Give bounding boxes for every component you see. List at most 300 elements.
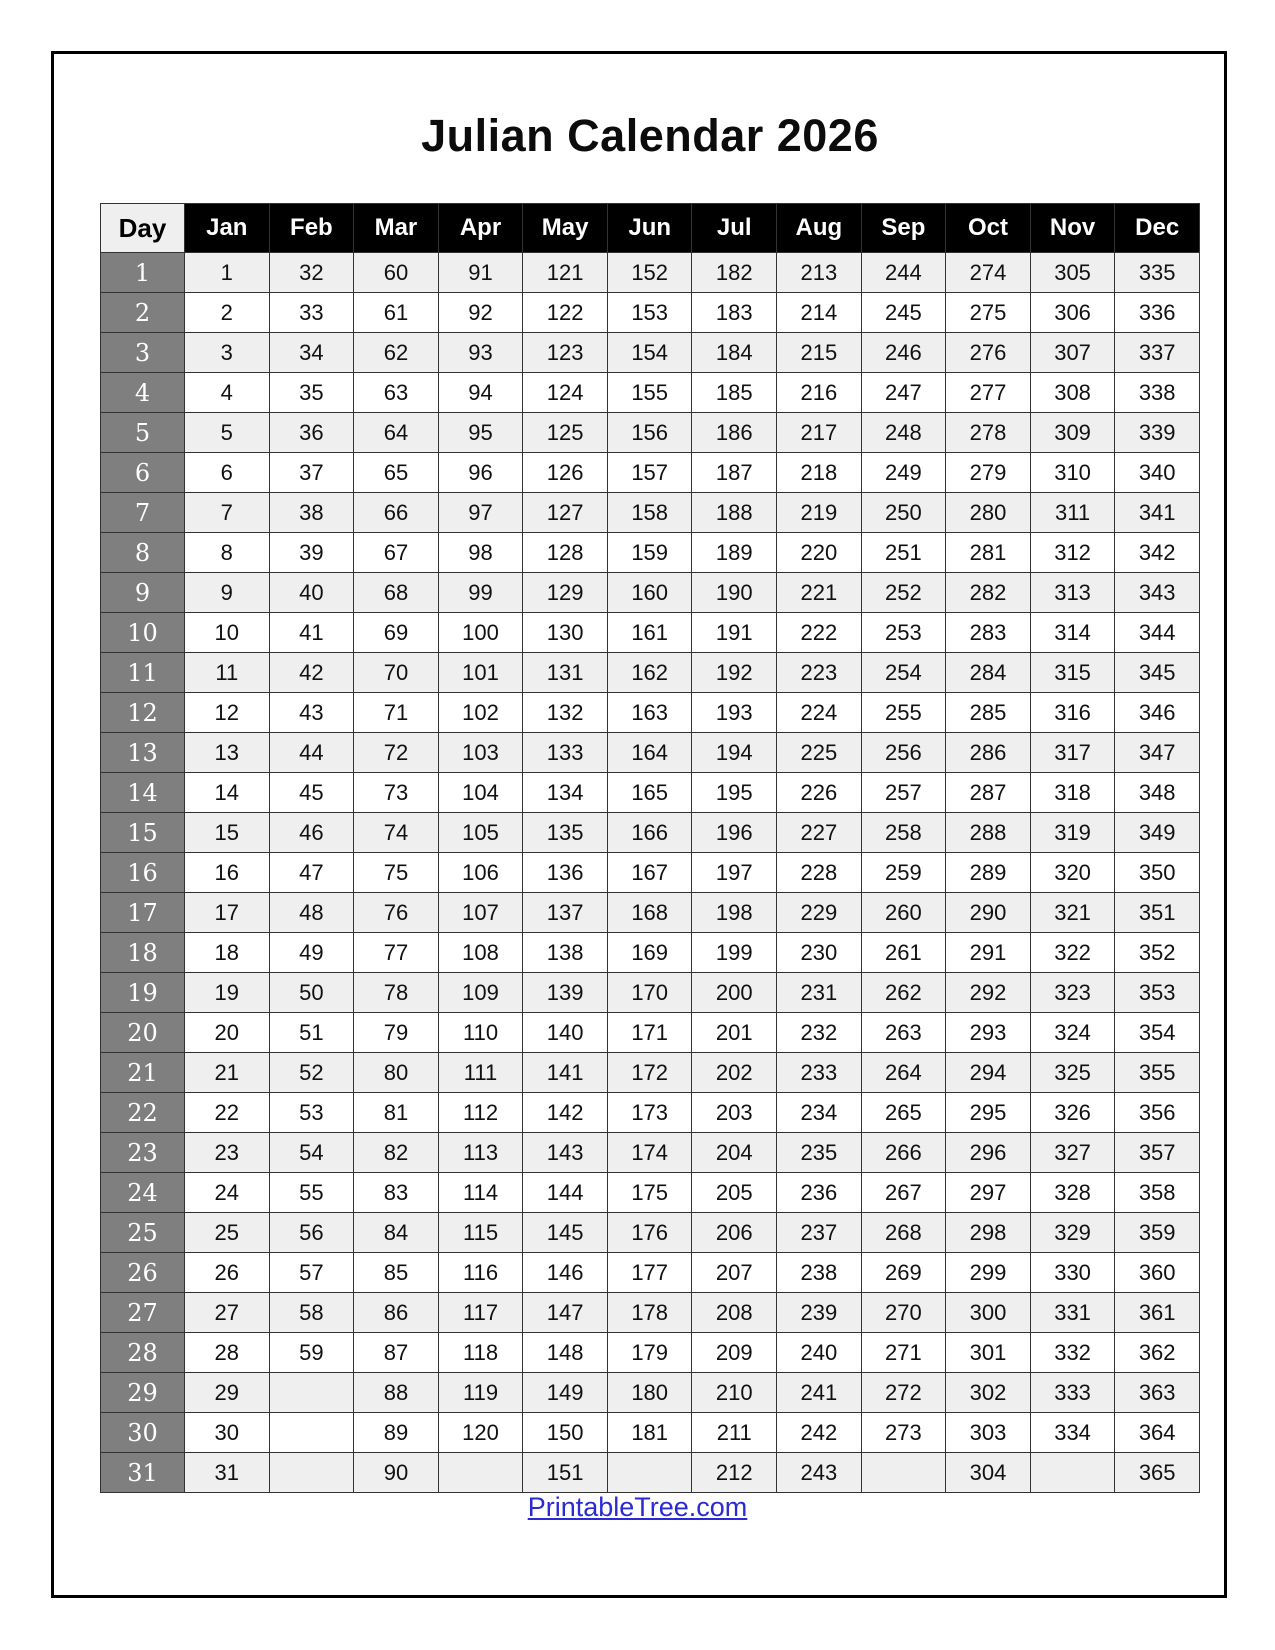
day-number-cell: 12: [101, 693, 185, 733]
julian-date-cell: 116: [438, 1253, 523, 1293]
julian-date-cell: 110: [438, 1013, 523, 1053]
julian-date-cell: 142: [523, 1093, 608, 1133]
julian-date-cell: 220: [777, 533, 862, 573]
julian-date-cell: 94: [438, 373, 523, 413]
julian-date-cell: 67: [354, 533, 439, 573]
julian-date-cell: 134: [523, 773, 608, 813]
julian-date-cell: 328: [1030, 1173, 1115, 1213]
julian-date-cell: 138: [523, 933, 608, 973]
julian-date-cell: [269, 1453, 354, 1493]
julian-date-cell: 232: [777, 1013, 862, 1053]
julian-date-cell: 14: [185, 773, 270, 813]
julian-date-cell: 163: [607, 693, 692, 733]
julian-date-cell: 80: [354, 1053, 439, 1093]
julian-date-cell: 95: [438, 413, 523, 453]
julian-date-cell: 190: [692, 573, 777, 613]
julian-date-cell: 251: [861, 533, 946, 573]
julian-date-cell: 13: [185, 733, 270, 773]
julian-date-cell: 105: [438, 813, 523, 853]
day-number-cell: 28: [101, 1333, 185, 1373]
julian-date-cell: [269, 1373, 354, 1413]
julian-date-cell: 214: [777, 293, 862, 333]
julian-date-cell: 118: [438, 1333, 523, 1373]
julian-date-cell: 22: [185, 1093, 270, 1133]
julian-date-cell: 263: [861, 1013, 946, 1053]
julian-date-cell: 191: [692, 613, 777, 653]
julian-date-cell: 218: [777, 453, 862, 493]
julian-date-cell: 55: [269, 1173, 354, 1213]
julian-date-cell: 277: [946, 373, 1031, 413]
table-row: [101, 413, 1200, 453]
julian-date-cell: 341: [1115, 493, 1200, 533]
julian-date-cell: 182: [692, 253, 777, 293]
julian-date-cell: 6: [185, 453, 270, 493]
julian-date-cell: 315: [1030, 653, 1115, 693]
julian-date-cell: 249: [861, 453, 946, 493]
julian-date-cell: 326: [1030, 1093, 1115, 1133]
julian-date-cell: 92: [438, 293, 523, 333]
julian-date-cell: 171: [607, 1013, 692, 1053]
julian-date-cell: 102: [438, 693, 523, 733]
julian-date-cell: 258: [861, 813, 946, 853]
julian-date-cell: 129: [523, 573, 608, 613]
julian-date-cell: 30: [185, 1413, 270, 1453]
month-header-jun: Jun: [607, 204, 692, 253]
julian-date-cell: 188: [692, 493, 777, 533]
julian-date-cell: 135: [523, 813, 608, 853]
julian-date-cell: 306: [1030, 293, 1115, 333]
julian-date-cell: 29: [185, 1373, 270, 1413]
table-row: [101, 1293, 1200, 1333]
julian-date-cell: 71: [354, 693, 439, 733]
julian-date-cell: 61: [354, 293, 439, 333]
julian-date-cell: 215: [777, 333, 862, 373]
julian-date-cell: 181: [607, 1413, 692, 1453]
day-number-cell: 7: [101, 493, 185, 533]
julian-date-cell: 207: [692, 1253, 777, 1293]
julian-date-cell: 141: [523, 1053, 608, 1093]
julian-date-cell: 69: [354, 613, 439, 653]
table-row: [101, 853, 1200, 893]
julian-date-cell: [438, 1453, 523, 1493]
julian-date-cell: 213: [777, 253, 862, 293]
julian-date-cell: 287: [946, 773, 1031, 813]
julian-date-cell: 136: [523, 853, 608, 893]
julian-date-cell: 350: [1115, 853, 1200, 893]
julian-date-cell: 246: [861, 333, 946, 373]
table-row: [101, 973, 1200, 1013]
julian-date-cell: 7: [185, 493, 270, 533]
table-row: [101, 293, 1200, 333]
day-number-cell: 8: [101, 533, 185, 573]
julian-date-cell: 223: [777, 653, 862, 693]
julian-date-cell: 122: [523, 293, 608, 333]
julian-date-cell: 119: [438, 1373, 523, 1413]
table-body: [101, 253, 1200, 1493]
julian-date-cell: 84: [354, 1213, 439, 1253]
julian-date-cell: 124: [523, 373, 608, 413]
table-row: [101, 653, 1200, 693]
month-header-aug: Aug: [777, 204, 862, 253]
day-number-cell: 6: [101, 453, 185, 493]
julian-date-cell: 10: [185, 613, 270, 653]
table-row: [101, 1453, 1200, 1493]
julian-date-cell: 106: [438, 853, 523, 893]
julian-date-cell: 346: [1115, 693, 1200, 733]
month-header-jan: Jan: [185, 204, 270, 253]
julian-date-cell: 292: [946, 973, 1031, 1013]
julian-date-cell: 78: [354, 973, 439, 1013]
julian-date-cell: 9: [185, 573, 270, 613]
julian-date-cell: 256: [861, 733, 946, 773]
julian-date-cell: 63: [354, 373, 439, 413]
julian-date-cell: 46: [269, 813, 354, 853]
julian-date-cell: 159: [607, 533, 692, 573]
julian-date-cell: 18: [185, 933, 270, 973]
julian-date-cell: 308: [1030, 373, 1115, 413]
julian-date-cell: 230: [777, 933, 862, 973]
julian-date-cell: 107: [438, 893, 523, 933]
julian-date-cell: 216: [777, 373, 862, 413]
julian-date-cell: 226: [777, 773, 862, 813]
julian-date-cell: 86: [354, 1293, 439, 1333]
julian-date-cell: 340: [1115, 453, 1200, 493]
julian-calendar-table: [100, 203, 1200, 1493]
julian-date-cell: 336: [1115, 293, 1200, 333]
julian-date-cell: 265: [861, 1093, 946, 1133]
table-row: [101, 1133, 1200, 1173]
julian-date-cell: 83: [354, 1173, 439, 1213]
julian-date-cell: 170: [607, 973, 692, 1013]
julian-date-cell: 278: [946, 413, 1031, 453]
julian-date-cell: 165: [607, 773, 692, 813]
day-number-cell: 24: [101, 1173, 185, 1213]
julian-date-cell: 289: [946, 853, 1031, 893]
day-number-cell: 10: [101, 613, 185, 653]
julian-date-cell: 270: [861, 1293, 946, 1333]
julian-date-cell: 344: [1115, 613, 1200, 653]
julian-date-cell: 26: [185, 1253, 270, 1293]
julian-date-cell: 143: [523, 1133, 608, 1173]
table-row: [101, 693, 1200, 733]
julian-date-cell: 300: [946, 1293, 1031, 1333]
julian-date-cell: 253: [861, 613, 946, 653]
julian-date-cell: 322: [1030, 933, 1115, 973]
julian-date-cell: 189: [692, 533, 777, 573]
julian-date-cell: 187: [692, 453, 777, 493]
julian-date-cell: 72: [354, 733, 439, 773]
julian-date-cell: 309: [1030, 413, 1115, 453]
julian-date-cell: 288: [946, 813, 1031, 853]
table-row: [101, 373, 1200, 413]
julian-date-cell: 245: [861, 293, 946, 333]
julian-date-cell: 360: [1115, 1253, 1200, 1293]
month-header-feb: Feb: [269, 204, 354, 253]
julian-date-cell: 211: [692, 1413, 777, 1453]
julian-date-cell: 319: [1030, 813, 1115, 853]
julian-date-cell: 259: [861, 853, 946, 893]
julian-date-cell: 103: [438, 733, 523, 773]
julian-date-cell: 219: [777, 493, 862, 533]
table-row: [101, 253, 1200, 293]
julian-date-cell: 327: [1030, 1133, 1115, 1173]
day-number-cell: 5: [101, 413, 185, 453]
julian-date-cell: 339: [1115, 413, 1200, 453]
julian-date-cell: 243: [777, 1453, 862, 1493]
table-row: [101, 573, 1200, 613]
julian-date-cell: [607, 1453, 692, 1493]
julian-date-cell: 233: [777, 1053, 862, 1093]
julian-date-cell: 52: [269, 1053, 354, 1093]
julian-date-cell: 57: [269, 1253, 354, 1293]
julian-date-cell: 96: [438, 453, 523, 493]
day-number-cell: 30: [101, 1413, 185, 1453]
julian-date-cell: 342: [1115, 533, 1200, 573]
julian-date-cell: 158: [607, 493, 692, 533]
julian-date-cell: 38: [269, 493, 354, 533]
page-title: Julian Calendar 2026: [421, 110, 879, 161]
julian-date-cell: 305: [1030, 253, 1115, 293]
julian-date-cell: 293: [946, 1013, 1031, 1053]
julian-date-cell: 130: [523, 613, 608, 653]
julian-date-cell: 140: [523, 1013, 608, 1053]
julian-date-cell: 212: [692, 1453, 777, 1493]
julian-date-cell: 112: [438, 1093, 523, 1133]
day-number-cell: 27: [101, 1293, 185, 1333]
julian-date-cell: 23: [185, 1133, 270, 1173]
julian-date-cell: 318: [1030, 773, 1115, 813]
julian-date-cell: 323: [1030, 973, 1115, 1013]
julian-date-cell: 8: [185, 533, 270, 573]
julian-date-cell: 239: [777, 1293, 862, 1333]
day-number-cell: 11: [101, 653, 185, 693]
day-number-cell: 16: [101, 853, 185, 893]
julian-date-cell: 363: [1115, 1373, 1200, 1413]
table-header: [101, 204, 1200, 253]
julian-date-cell: 325: [1030, 1053, 1115, 1093]
julian-date-cell: 81: [354, 1093, 439, 1133]
julian-date-cell: 352: [1115, 933, 1200, 973]
day-number-cell: 26: [101, 1253, 185, 1293]
julian-date-cell: 227: [777, 813, 862, 853]
julian-date-cell: 362: [1115, 1333, 1200, 1373]
month-header-oct: Oct: [946, 204, 1031, 253]
julian-date-cell: 353: [1115, 973, 1200, 1013]
month-header-mar: Mar: [354, 204, 439, 253]
julian-date-cell: 79: [354, 1013, 439, 1053]
table-row: [101, 613, 1200, 653]
julian-date-cell: 157: [607, 453, 692, 493]
julian-date-cell: 51: [269, 1013, 354, 1053]
julian-date-cell: 127: [523, 493, 608, 533]
julian-date-cell: 311: [1030, 493, 1115, 533]
julian-date-cell: 82: [354, 1133, 439, 1173]
julian-date-cell: 206: [692, 1213, 777, 1253]
julian-date-cell: 16: [185, 853, 270, 893]
julian-date-cell: 120: [438, 1413, 523, 1453]
julian-date-cell: 268: [861, 1213, 946, 1253]
julian-date-cell: 198: [692, 893, 777, 933]
table-row: [101, 493, 1200, 533]
julian-date-cell: 279: [946, 453, 1031, 493]
julian-date-cell: 168: [607, 893, 692, 933]
julian-date-cell: 28: [185, 1333, 270, 1373]
julian-date-cell: 361: [1115, 1293, 1200, 1333]
julian-date-cell: 137: [523, 893, 608, 933]
julian-date-cell: 221: [777, 573, 862, 613]
julian-date-cell: 156: [607, 413, 692, 453]
julian-date-cell: 298: [946, 1213, 1031, 1253]
julian-date-cell: 175: [607, 1173, 692, 1213]
julian-date-cell: 93: [438, 333, 523, 373]
julian-date-cell: 228: [777, 853, 862, 893]
julian-date-cell: 151: [523, 1453, 608, 1493]
julian-date-cell: 47: [269, 853, 354, 893]
julian-date-cell: 145: [523, 1213, 608, 1253]
julian-date-cell: 359: [1115, 1213, 1200, 1253]
julian-date-cell: 126: [523, 453, 608, 493]
julian-date-cell: 58: [269, 1293, 354, 1333]
julian-date-cell: 114: [438, 1173, 523, 1213]
julian-date-cell: 343: [1115, 573, 1200, 613]
day-number-cell: 15: [101, 813, 185, 853]
julian-date-cell: 257: [861, 773, 946, 813]
julian-date-cell: 5: [185, 413, 270, 453]
table-row: [101, 1053, 1200, 1093]
julian-date-cell: 36: [269, 413, 354, 453]
julian-date-cell: 321: [1030, 893, 1115, 933]
julian-date-cell: 193: [692, 693, 777, 733]
julian-date-cell: 139: [523, 973, 608, 1013]
month-header-sep: Sep: [861, 204, 946, 253]
julian-date-cell: 314: [1030, 613, 1115, 653]
table-row: [101, 773, 1200, 813]
julian-date-cell: 284: [946, 653, 1031, 693]
julian-date-cell: 252: [861, 573, 946, 613]
julian-date-cell: 144: [523, 1173, 608, 1213]
julian-date-cell: 236: [777, 1173, 862, 1213]
table-row: [101, 893, 1200, 933]
julian-date-cell: 108: [438, 933, 523, 973]
julian-date-cell: 70: [354, 653, 439, 693]
julian-date-cell: 73: [354, 773, 439, 813]
day-number-cell: 4: [101, 373, 185, 413]
julian-date-cell: 356: [1115, 1093, 1200, 1133]
julian-date-cell: 297: [946, 1173, 1031, 1213]
julian-date-cell: 176: [607, 1213, 692, 1253]
julian-date-cell: 330: [1030, 1253, 1115, 1293]
julian-date-cell: 312: [1030, 533, 1115, 573]
julian-date-cell: 166: [607, 813, 692, 853]
julian-date-cell: 332: [1030, 1333, 1115, 1373]
day-number-cell: 13: [101, 733, 185, 773]
julian-date-cell: 89: [354, 1413, 439, 1453]
julian-date-cell: 180: [607, 1373, 692, 1413]
julian-date-cell: 358: [1115, 1173, 1200, 1213]
julian-date-cell: [861, 1453, 946, 1493]
julian-date-cell: 275: [946, 293, 1031, 333]
julian-date-cell: 335: [1115, 253, 1200, 293]
julian-date-cell: 149: [523, 1373, 608, 1413]
julian-date-cell: 264: [861, 1053, 946, 1093]
julian-date-cell: 128: [523, 533, 608, 573]
julian-date-cell: 164: [607, 733, 692, 773]
julian-date-cell: 208: [692, 1293, 777, 1333]
julian-date-cell: 365: [1115, 1453, 1200, 1493]
julian-date-cell: 161: [607, 613, 692, 653]
julian-date-cell: 357: [1115, 1133, 1200, 1173]
footer-link[interactable]: PrintableTree.com: [527, 1492, 748, 1522]
day-number-cell: 14: [101, 773, 185, 813]
julian-date-cell: 331: [1030, 1293, 1115, 1333]
julian-date-cell: 296: [946, 1133, 1031, 1173]
day-number-cell: 9: [101, 573, 185, 613]
julian-date-cell: 41: [269, 613, 354, 653]
julian-date-cell: 210: [692, 1373, 777, 1413]
julian-date-cell: 225: [777, 733, 862, 773]
julian-date-cell: 56: [269, 1213, 354, 1253]
julian-date-cell: 203: [692, 1093, 777, 1133]
table-row: [101, 1253, 1200, 1293]
table-row: [101, 1173, 1200, 1213]
julian-date-cell: 316: [1030, 693, 1115, 733]
julian-date-cell: 234: [777, 1093, 862, 1133]
table-row: [101, 1013, 1200, 1053]
julian-date-cell: 235: [777, 1133, 862, 1173]
julian-date-cell: 88: [354, 1373, 439, 1413]
julian-date-cell: 192: [692, 653, 777, 693]
julian-date-cell: 303: [946, 1413, 1031, 1453]
julian-date-cell: 240: [777, 1333, 862, 1373]
table-row: [101, 1093, 1200, 1133]
julian-date-cell: 248: [861, 413, 946, 453]
table-row: [101, 1373, 1200, 1413]
julian-date-cell: 48: [269, 893, 354, 933]
julian-date-cell: 100: [438, 613, 523, 653]
julian-date-cell: 123: [523, 333, 608, 373]
table-row: [101, 1413, 1200, 1453]
julian-date-cell: 334: [1030, 1413, 1115, 1453]
julian-date-cell: 59: [269, 1333, 354, 1373]
julian-date-cell: 174: [607, 1133, 692, 1173]
julian-date-cell: 255: [861, 693, 946, 733]
day-number-cell: 23: [101, 1133, 185, 1173]
julian-date-cell: 301: [946, 1333, 1031, 1373]
julian-date-cell: 117: [438, 1293, 523, 1333]
julian-date-cell: 310: [1030, 453, 1115, 493]
julian-date-cell: 299: [946, 1253, 1031, 1293]
julian-date-cell: 274: [946, 253, 1031, 293]
julian-date-cell: 272: [861, 1373, 946, 1413]
julian-date-cell: 85: [354, 1253, 439, 1293]
julian-date-cell: 261: [861, 933, 946, 973]
julian-date-cell: 338: [1115, 373, 1200, 413]
julian-date-cell: 250: [861, 493, 946, 533]
julian-date-cell: 347: [1115, 733, 1200, 773]
julian-date-cell: 317: [1030, 733, 1115, 773]
julian-date-cell: 217: [777, 413, 862, 453]
julian-date-cell: 349: [1115, 813, 1200, 853]
julian-date-cell: 266: [861, 1133, 946, 1173]
julian-date-cell: 75: [354, 853, 439, 893]
julian-date-cell: 196: [692, 813, 777, 853]
julian-date-cell: 199: [692, 933, 777, 973]
julian-date-cell: 286: [946, 733, 1031, 773]
day-number-cell: 20: [101, 1013, 185, 1053]
julian-date-cell: 11: [185, 653, 270, 693]
julian-date-cell: 37: [269, 453, 354, 493]
month-header-may: May: [523, 204, 608, 253]
